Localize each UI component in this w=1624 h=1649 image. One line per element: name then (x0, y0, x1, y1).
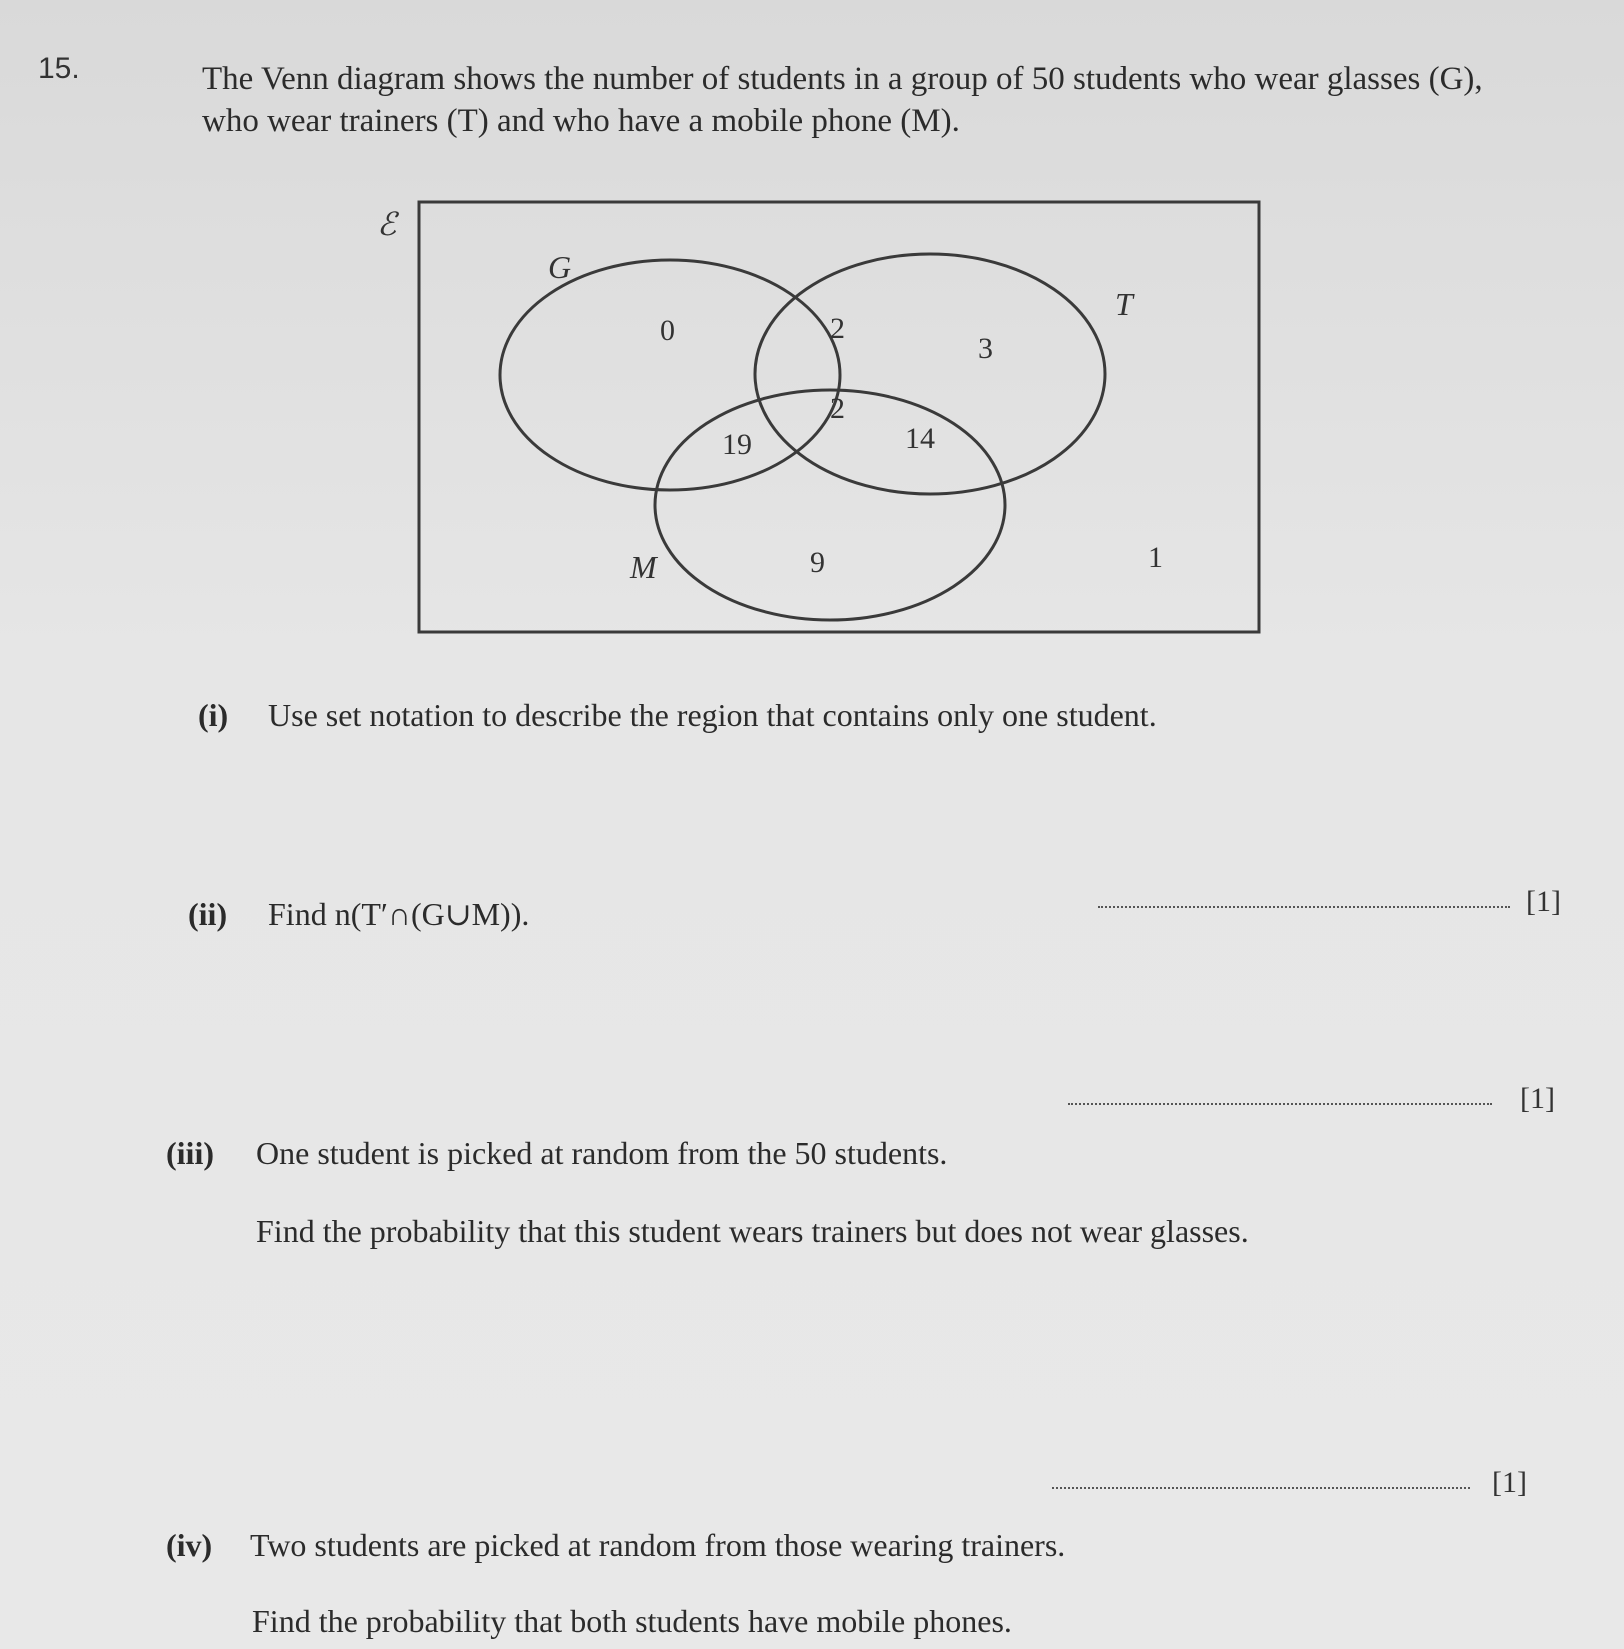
part-iii (166, 1135, 947, 1172)
part-i (198, 697, 1157, 734)
region-outside: 1 (1148, 541, 1163, 574)
intro-line-1: The Venn diagram shows the number of students in a group of 50 students who wear glasses (G), (202, 61, 1483, 97)
part-ii-text: Find (268, 896, 327, 932)
part-ii-answer-line[interactable] (1068, 1103, 1492, 1105)
region-m-only: 9 (810, 546, 825, 579)
part-iv-label: (iv) (166, 1527, 213, 1563)
part-iv-text-line-1: Two students are picked at random from those wearing trainers. (250, 1527, 1066, 1563)
part-i-text: Use set notation to describe the region that contains only one student. (268, 697, 1157, 733)
region-g-t-m: 2 (830, 392, 845, 425)
venn-svg (370, 190, 1280, 660)
region-t-and-m-only: 14 (905, 422, 935, 455)
set-g-ellipse (500, 260, 840, 490)
part-i-mark: [1] (1526, 885, 1561, 918)
question-number: 15. (38, 52, 80, 85)
part-iii-answer-line[interactable] (1052, 1487, 1470, 1489)
part-iii-line-2 (256, 1213, 1249, 1250)
region-g-only: 0 (660, 314, 675, 347)
region-g-and-t-only: 2 (830, 312, 845, 345)
venn-diagram (370, 190, 1280, 660)
part-iii-label: (iii) (166, 1135, 214, 1171)
set-t-ellipse (755, 254, 1105, 494)
part-i-answer-line[interactable] (1098, 906, 1510, 908)
universal-set-symbol: ℰ (377, 206, 397, 242)
set-g-label: G (548, 249, 572, 285)
part-iii-text-line-1: One student is picked at random from the 50 students. (256, 1135, 948, 1171)
part-iv-line-2 (252, 1603, 1012, 1640)
set-m-label: M (630, 549, 657, 585)
region-g-and-m-only: 19 (722, 428, 752, 461)
part-ii-expression: n(T′∩(G∪M)). (334, 896, 530, 932)
part-i-label: (i) (198, 697, 229, 733)
part-iv-text-line-2: Find the probability that both students have mobile phones. (252, 1603, 1012, 1639)
question-intro (202, 58, 1602, 142)
set-t-label: T (1115, 286, 1133, 322)
part-iii-text-line-2: Find the probability that this student wears trainers but does not wear glasses. (256, 1213, 1249, 1249)
part-ii (188, 895, 529, 933)
part-iv (166, 1527, 1065, 1564)
intro-line-2: who wear trainers (T) and who have a mobile phone (M). (202, 103, 960, 139)
part-ii-label: (ii) (188, 896, 228, 932)
part-ii-mark: [1] (1520, 1082, 1555, 1115)
region-t-only: 3 (978, 332, 993, 365)
part-iii-mark: [1] (1492, 1466, 1527, 1499)
